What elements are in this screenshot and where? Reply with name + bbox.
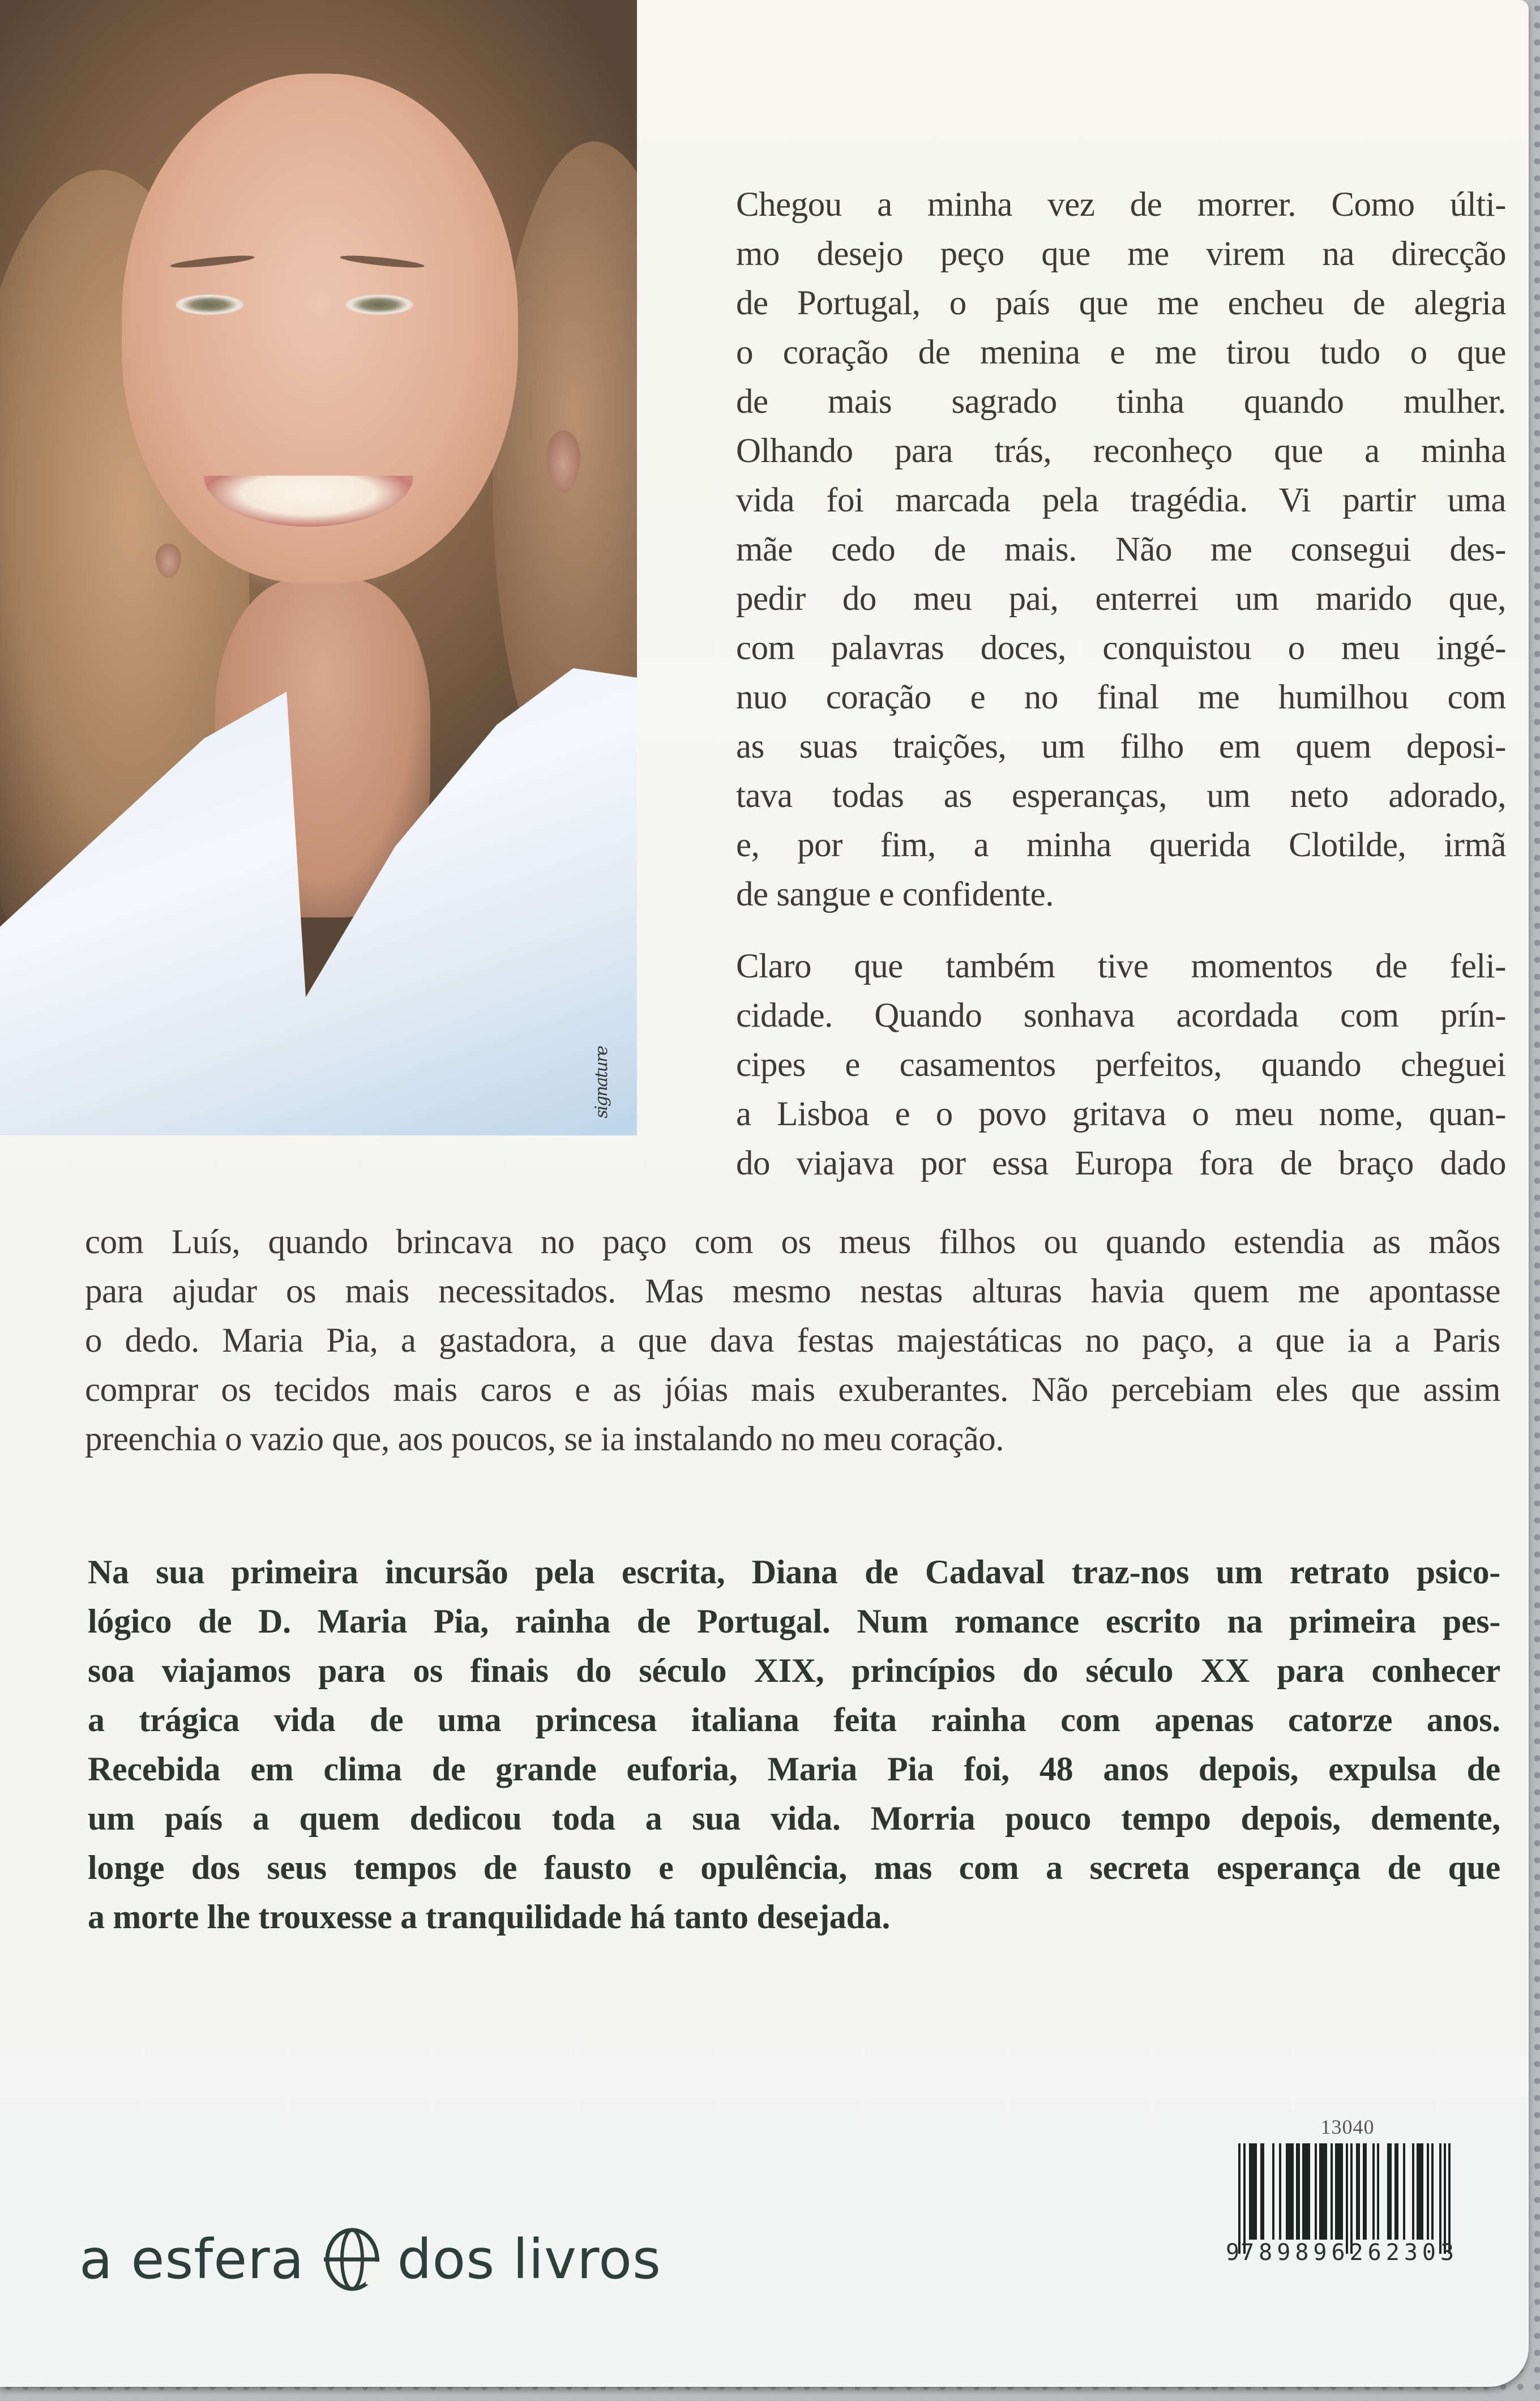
text-line: Olhando para trás, reconheço que a minha xyxy=(736,432,1506,470)
text-line: mo desejo peço que me virem na direcção xyxy=(736,235,1506,273)
text-line: Recebida em clima de grande euforia, Maria Pia foi, 48 anos depois, expulsa de xyxy=(88,1750,1500,1788)
text-line: lógico de D. Maria Pia, rainha de Portugal. Num romance escrito na primeira pes- xyxy=(88,1603,1500,1640)
text-line: nuo coração e no final me humilhou com xyxy=(736,678,1506,716)
text-line: as suas traições, um filho em quem deposi- xyxy=(736,728,1506,766)
isbn-barcode xyxy=(1226,2143,1458,2268)
publisher-name-right: dos livros xyxy=(397,2228,662,2291)
text-line: e, por fim, a minha querida Clotilde, irmã xyxy=(736,826,1506,864)
text-line: preenchia o vazio que, aos poucos, se ia instalando no meu coração. xyxy=(85,1420,1004,1458)
text-line: o coração de menina e me tirou tudo o que xyxy=(736,334,1506,371)
text-line: Na sua primeira incursão pela escrita, Diana de Cadaval traz-nos um retrato psico- xyxy=(88,1553,1500,1591)
text-line: tava todas as esperanças, um neto adorado, xyxy=(736,777,1506,815)
isbn-group-2: 262303 xyxy=(1349,2240,1459,2266)
blurb-paragraph-2-start xyxy=(736,942,1506,1188)
isbn-number xyxy=(1226,2240,1458,2266)
text-line: com Luís, quando brincava no paço com os meus filhos ou quando estendia as mãos xyxy=(85,1223,1500,1261)
globe-e-icon xyxy=(320,2225,383,2293)
photo-right-eye xyxy=(345,294,413,315)
text-line: pedir do meu pai, enterrei um marido que, xyxy=(736,580,1506,618)
text-line: longe dos seus tempos de fausto e opulência, mas com a secreta esperança de que xyxy=(88,1849,1500,1886)
text-line: a Lisboa e o povo gritava o meu nome, quan- xyxy=(736,1095,1506,1133)
text-line: de mais sagrado tinha quando mulher. xyxy=(736,383,1506,421)
text-line: cidade. Quando sonhava acordada com prín- xyxy=(736,997,1506,1035)
text-line: o dedo. Maria Pia, a gastadora, a que dava festas majestáticas no paço, a que ia a Paris xyxy=(85,1322,1500,1360)
text-line: a morte lhe trouxesse a tranquilidade há tanto desejada. xyxy=(88,1898,891,1936)
product-code: 13040 xyxy=(1320,2116,1375,2138)
text-line: Chegou a minha vez de morrer. Como últi- xyxy=(736,186,1506,224)
text-line: Claro que também tive momentos de feli- xyxy=(736,947,1506,985)
text-line: um país a quem dedicou toda a sua vida. Morria pouco tempo depois, demente, xyxy=(88,1800,1500,1837)
barcode-bars xyxy=(1238,2143,1451,2240)
text-line: de sangue e confidente. xyxy=(736,875,1054,913)
barcode-block xyxy=(1226,2115,1458,2268)
text-line: para ajudar os mais necessitados. Mas mesmo nestas alturas havia quem me apontasse xyxy=(85,1272,1500,1310)
blurb-paragraph-2-continued xyxy=(85,1217,1500,1464)
blurb-paragraph-1 xyxy=(736,180,1506,919)
text-line: do viajava por essa Europa fora de braço dado xyxy=(736,1144,1506,1182)
text-line: comprar os tecidos mais caros e as jóias mais exuberantes. Não percebiam eles que assim xyxy=(85,1371,1500,1409)
author-photo xyxy=(0,0,637,1135)
text-line: a trágica vida de uma princesa italiana feita rainha com apenas catorze anos. xyxy=(88,1701,1500,1738)
text-line: cipes e casamentos perfeitos, quando cheguei xyxy=(736,1046,1506,1084)
publisher-logo xyxy=(79,2225,661,2293)
synopsis-paragraph xyxy=(88,1548,1500,1942)
text-line: soa viajamos para os finais do século XIX, princípios do século XX para conhecer xyxy=(88,1652,1500,1689)
text-line: de Portugal, o país que me encheu de alegria xyxy=(736,284,1506,322)
text-line: mãe cedo de mais. Não me consegui des- xyxy=(736,531,1506,569)
text-line: vida foi marcada pela tragédia. Vi partir uma xyxy=(736,481,1506,519)
publisher-name-left: a esfera xyxy=(79,2228,305,2291)
photographer-signature: signature xyxy=(592,1046,611,1118)
blurb-right-column xyxy=(736,180,1506,1188)
photo-left-eye xyxy=(176,294,243,315)
isbn-group-1: 789896 xyxy=(1240,2240,1350,2266)
text-line: com palavras doces, conquistou o meu ingé- xyxy=(736,629,1506,667)
isbn-first-digit: 9 xyxy=(1226,2240,1241,2266)
